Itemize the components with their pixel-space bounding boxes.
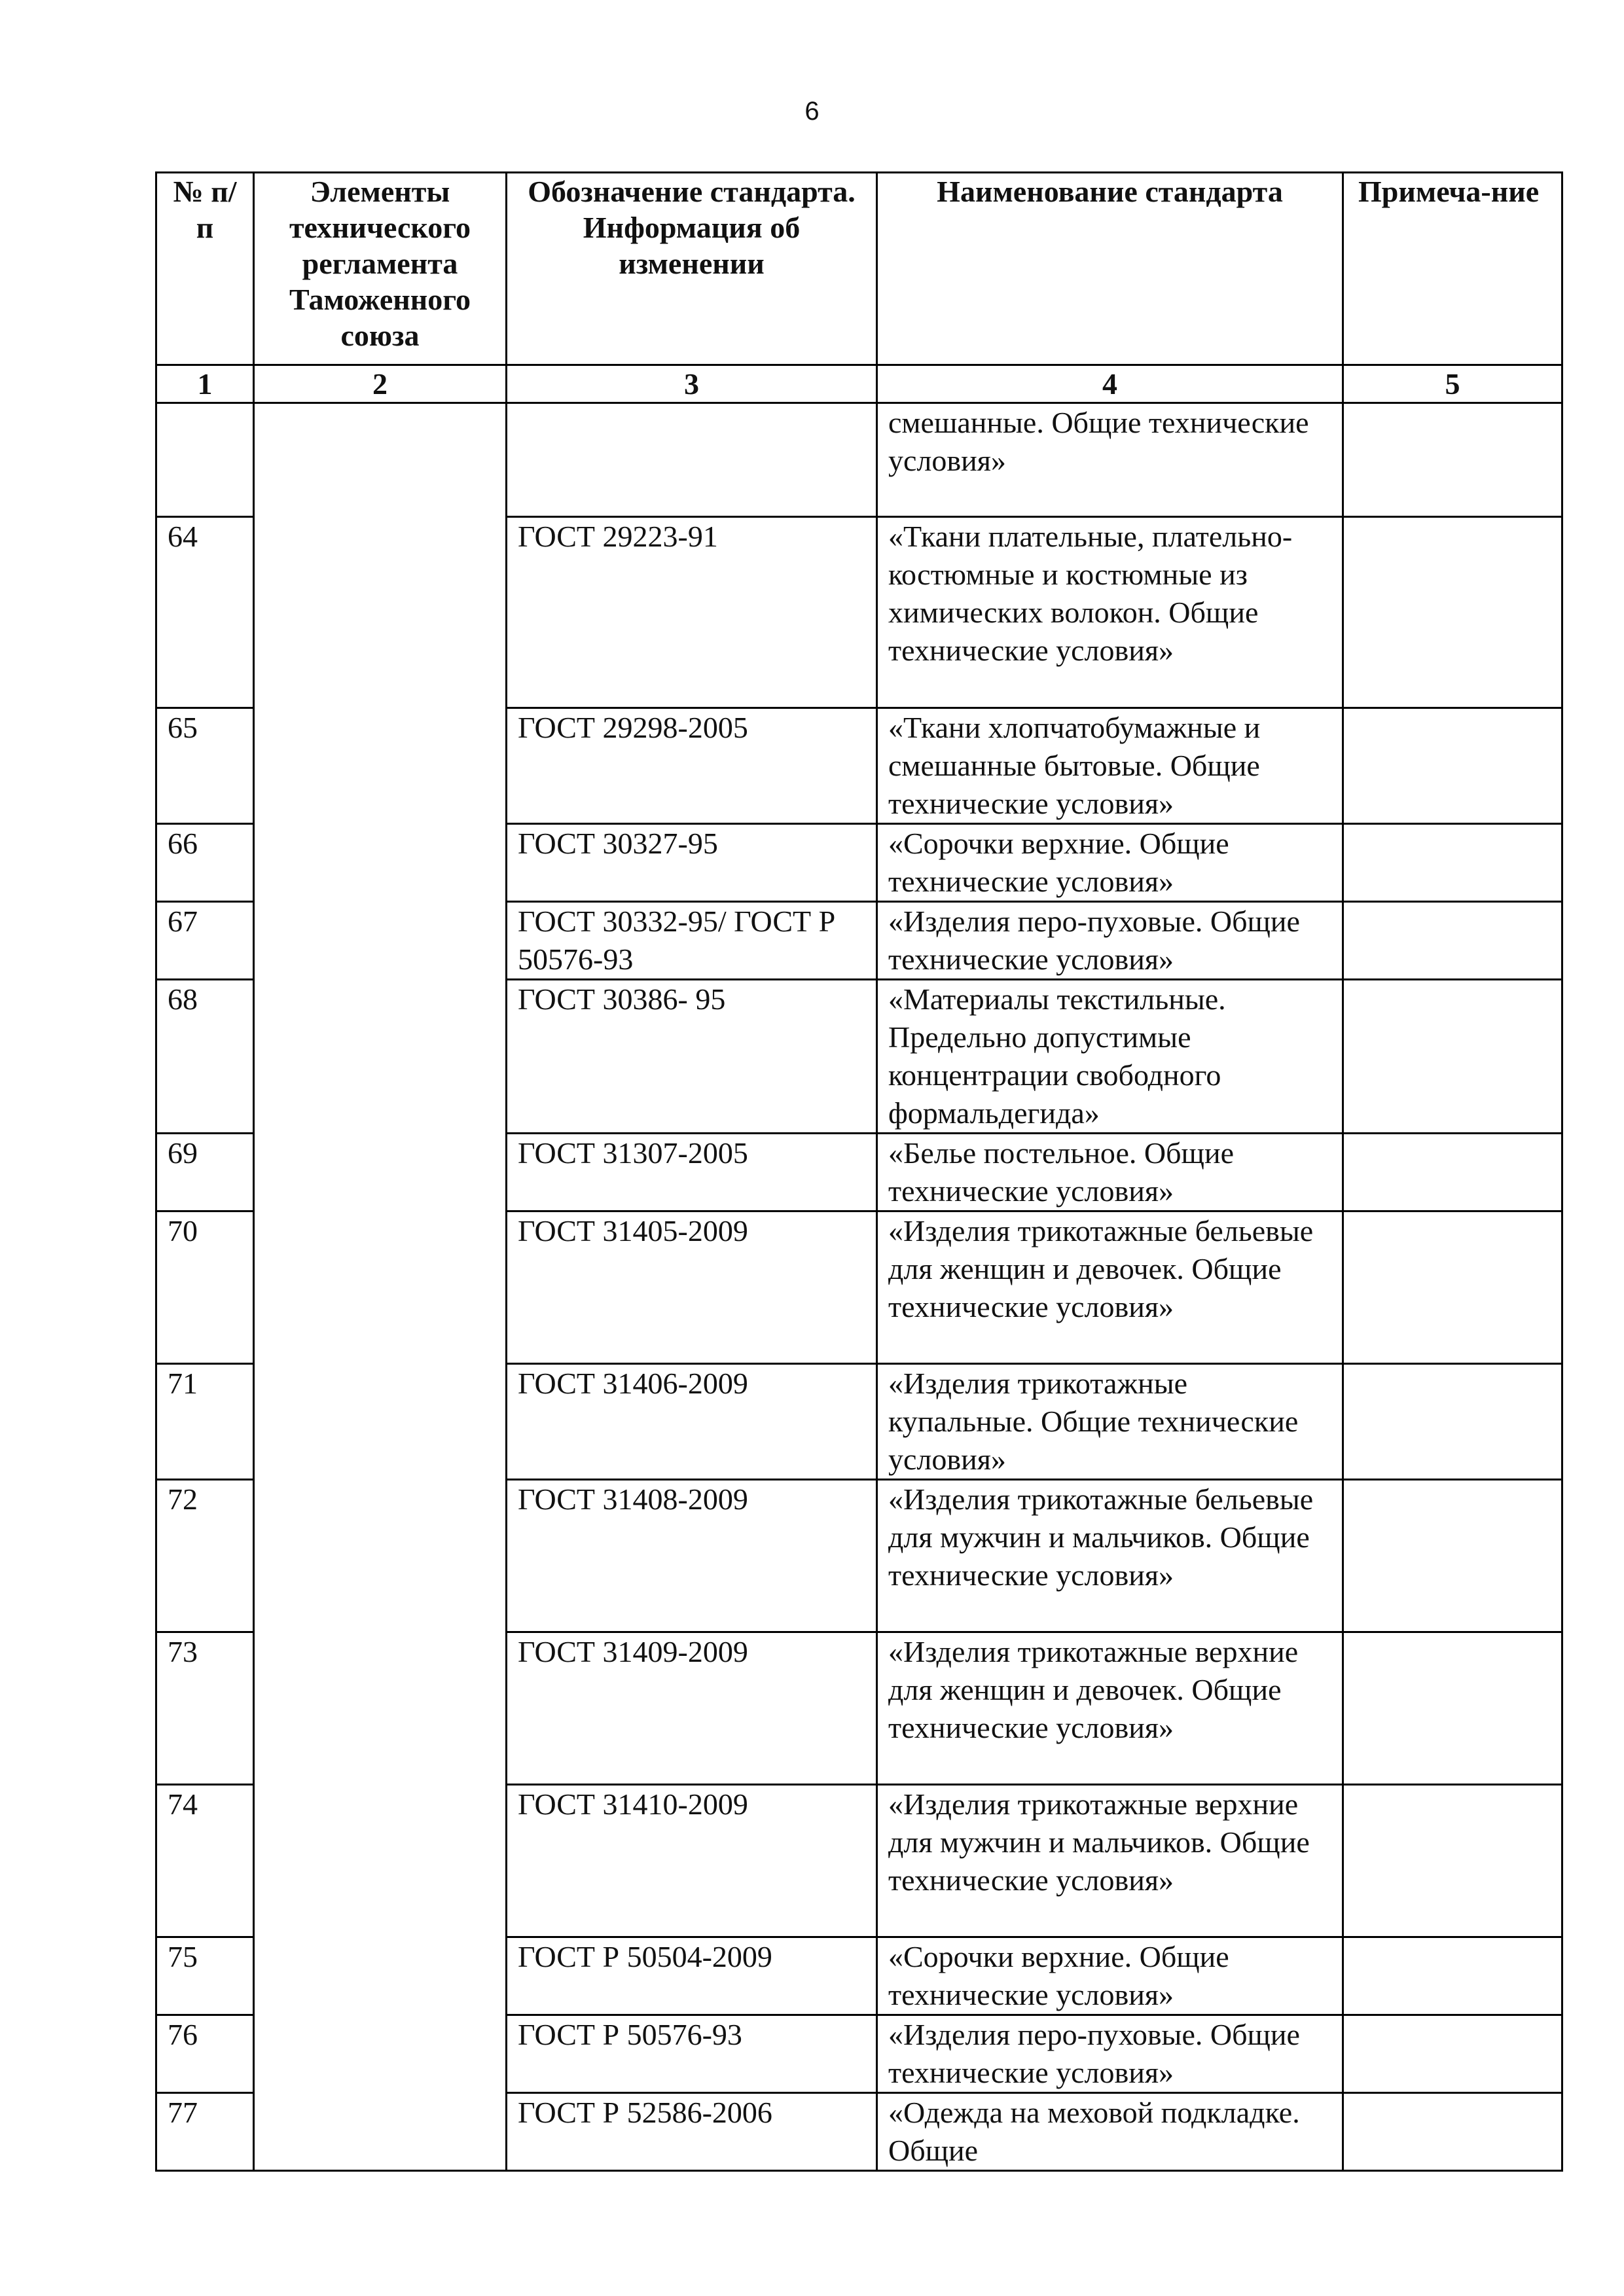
standard-name: «Изделия перо-пуховые. Общие технические условия» — [877, 2015, 1343, 2093]
table-row — [156, 403, 1562, 517]
standard-name: «Ткани хлопчатобумажные и смешанные бытовые. Общие технические условия» — [877, 708, 1343, 824]
regulation-elements-cell — [254, 403, 507, 2171]
standard-name: «Ткани плательные, плательно-костюмные и костюмные из химических волокон. Общие технические условия» — [877, 517, 1343, 708]
note-cell — [1343, 2093, 1562, 2171]
note-cell — [1343, 902, 1562, 980]
header-number: № п/п — [156, 173, 254, 365]
column-number-row — [156, 365, 1562, 403]
standard-name: «Изделия трикотажные верхние для мужчин и мальчиков. Общие технические условия» — [877, 1785, 1343, 1937]
standard-name: «Материалы текстильные. Предельно допустимые концентрации свободного формальдегида» — [877, 980, 1343, 1134]
standard-code: ГОСТ Р 50504-2009 — [507, 1937, 877, 2015]
column-number: 3 — [507, 365, 877, 403]
row-number: 66 — [156, 824, 254, 902]
note-cell — [1343, 824, 1562, 902]
row-number: 65 — [156, 708, 254, 824]
standard-name: смешанные. Общие технические условия» — [877, 403, 1343, 517]
note-cell — [1343, 1632, 1562, 1785]
standard-name: «Одежда на меховой подкладке. Общие — [877, 2093, 1343, 2171]
header-note: Примеча-ние — [1343, 173, 1562, 365]
standard-name: «Изделия трикотажные бельевые для мужчин и мальчиков. Общие технические условия» — [877, 1480, 1343, 1632]
row-number: 73 — [156, 1632, 254, 1785]
page-number: 6 — [804, 97, 820, 126]
note-cell — [1343, 1211, 1562, 1364]
column-number: 5 — [1343, 365, 1562, 403]
standard-name: «Изделия трикотажные верхние для женщин и девочек. Общие технические условия» — [877, 1632, 1343, 1785]
column-number: 2 — [254, 365, 507, 403]
row-number: 76 — [156, 2015, 254, 2093]
note-cell — [1343, 980, 1562, 1134]
header-elements: Элементы технического регламента Таможенного союза — [254, 173, 507, 365]
standard-name: «Изделия трикотажные бельевые для женщин и девочек. Общие технические условия» — [877, 1211, 1343, 1364]
row-number: 70 — [156, 1211, 254, 1364]
standards-table — [155, 171, 1563, 2172]
standard-code — [507, 403, 877, 517]
standard-code: ГОСТ 29298-2005 — [507, 708, 877, 824]
standard-code: ГОСТ 31409-2009 — [507, 1632, 877, 1785]
row-number: 67 — [156, 902, 254, 980]
standard-name: «Сорочки верхние. Общие технические условия» — [877, 824, 1343, 902]
note-cell — [1343, 517, 1562, 708]
row-number: 77 — [156, 2093, 254, 2171]
note-cell — [1343, 708, 1562, 824]
row-number — [156, 403, 254, 517]
standard-code: ГОСТ 30332-95/ ГОСТ Р 50576-93 — [507, 902, 877, 980]
row-number: 71 — [156, 1364, 254, 1480]
note-cell — [1343, 1785, 1562, 1937]
row-number: 64 — [156, 517, 254, 708]
row-number: 69 — [156, 1134, 254, 1211]
note-cell — [1343, 403, 1562, 517]
row-number: 75 — [156, 1937, 254, 2015]
standard-code: ГОСТ 31408-2009 — [507, 1480, 877, 1632]
note-cell — [1343, 1364, 1562, 1480]
standard-code: ГОСТ 31410-2009 — [507, 1785, 877, 1937]
header-name: Наименование стандарта — [877, 173, 1343, 365]
column-number: 4 — [877, 365, 1343, 403]
standard-code: ГОСТ Р 52586-2006 — [507, 2093, 877, 2171]
standard-code: ГОСТ 31307-2005 — [507, 1134, 877, 1211]
row-number: 74 — [156, 1785, 254, 1937]
note-cell — [1343, 2015, 1562, 2093]
standard-code: ГОСТ 30386- 95 — [507, 980, 877, 1134]
note-cell — [1343, 1134, 1562, 1211]
standard-code: ГОСТ 31405-2009 — [507, 1211, 877, 1364]
standard-name: «Сорочки верхние. Общие технические условия» — [877, 1937, 1343, 2015]
standard-code: ГОСТ Р 50576-93 — [507, 2015, 877, 2093]
note-cell — [1343, 1480, 1562, 1632]
standard-name: «Изделия перо-пуховые. Общие технические условия» — [877, 902, 1343, 980]
column-number: 1 — [156, 365, 254, 403]
standard-name: «Белье постельное. Общие технические условия» — [877, 1134, 1343, 1211]
standard-code: ГОСТ 30327-95 — [507, 824, 877, 902]
header-row — [156, 173, 1562, 365]
row-number: 72 — [156, 1480, 254, 1632]
note-cell — [1343, 1937, 1562, 2015]
standard-code: ГОСТ 29223-91 — [507, 517, 877, 708]
standard-code: ГОСТ 31406-2009 — [507, 1364, 877, 1480]
header-designation: Обозначение стандарта. Информация об изменении — [507, 173, 877, 365]
standard-name: «Изделия трикотажные купальные. Общие технические условия» — [877, 1364, 1343, 1480]
row-number: 68 — [156, 980, 254, 1134]
